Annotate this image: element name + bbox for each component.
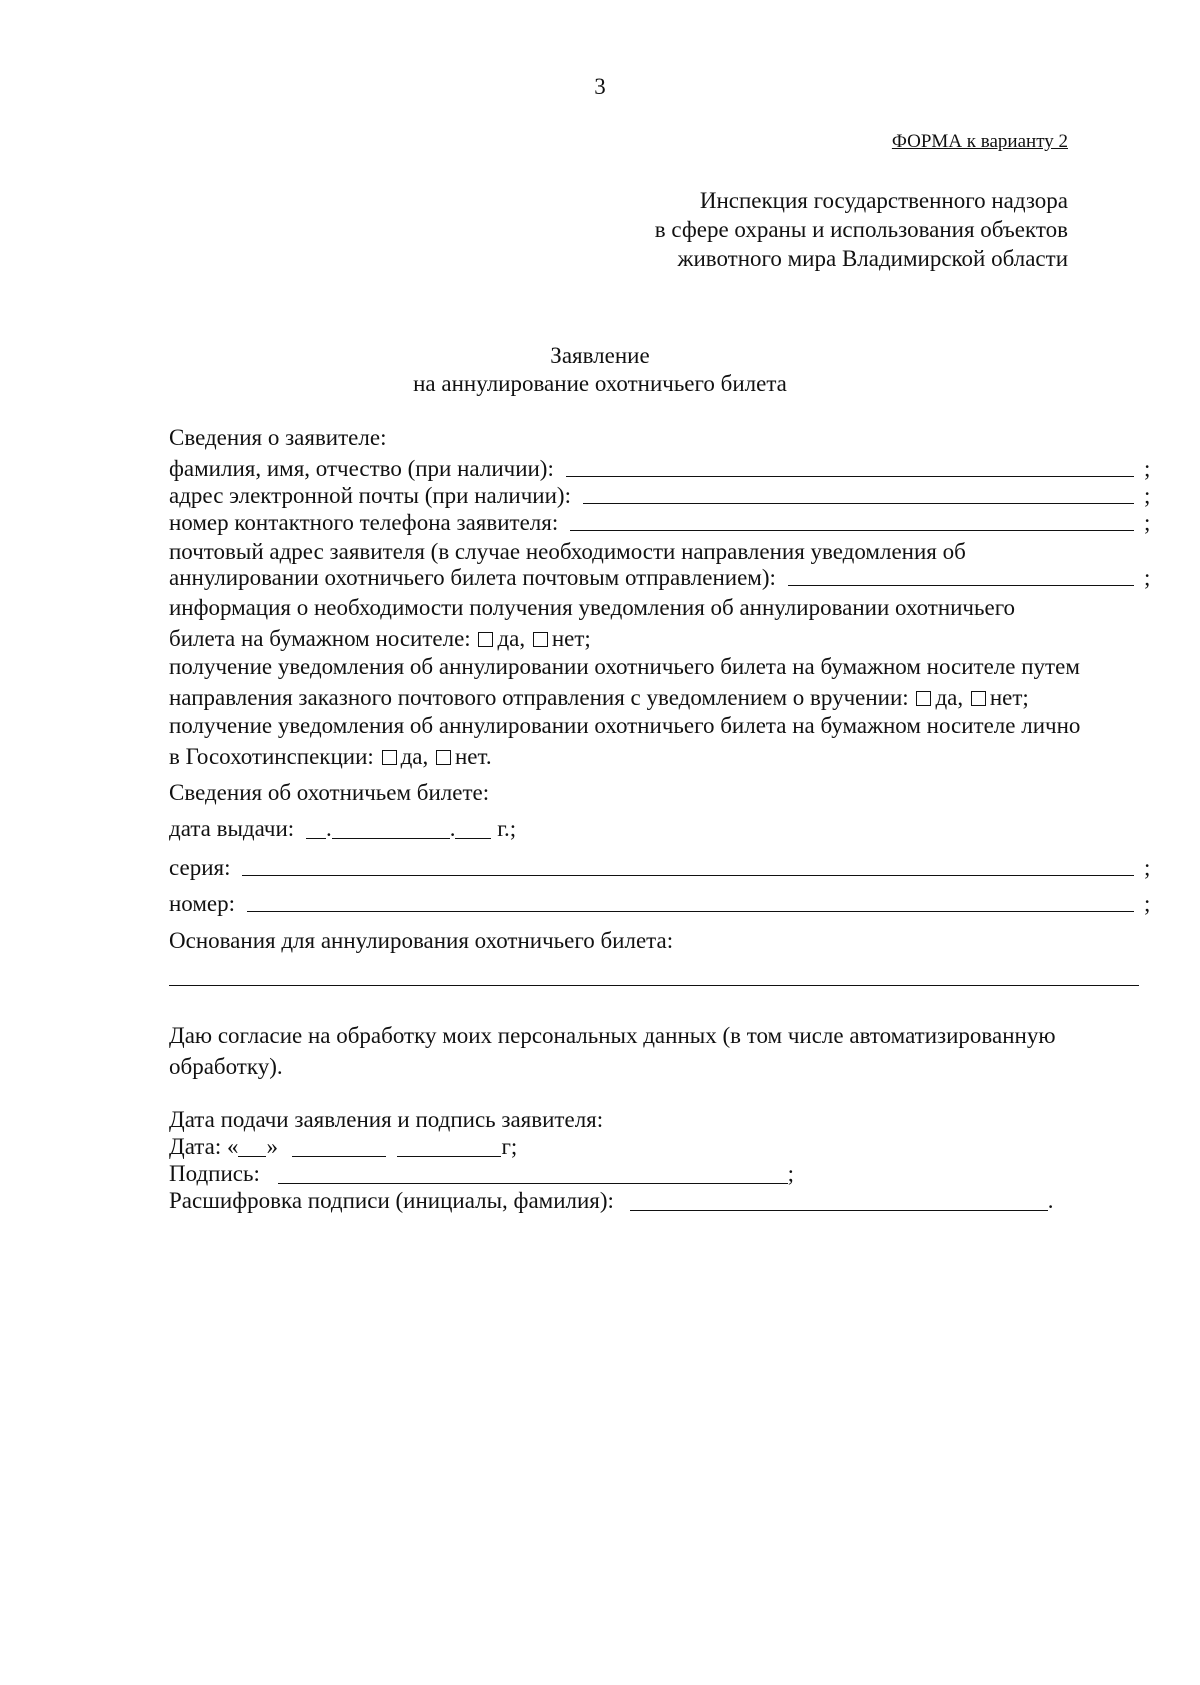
addressee-block [655, 186, 1068, 273]
mail-notice-no-checkbox[interactable] [971, 691, 986, 706]
postal-label-line-1: почтовый адрес заявителя (в случае необходимости направления уведомления об [169, 539, 966, 564]
submission-month-field[interactable] [292, 1136, 386, 1157]
signature-heading: Дата подачи заявления и подпись заявителя: [169, 1107, 604, 1132]
personal-notice-yes-label: да, [400, 744, 429, 769]
issue-date-label: дата выдачи: [169, 816, 295, 841]
personal-notice-no-label: нет. [454, 744, 492, 769]
postal-terminator: ; [1144, 565, 1151, 590]
mail-notice-no-label: нет; [989, 685, 1029, 710]
signature-field[interactable] [278, 1163, 788, 1184]
submission-date-label: Дата: « [169, 1134, 239, 1159]
phone-field[interactable] [570, 529, 1134, 531]
issue-date-dot-1: . [325, 816, 332, 841]
issue-date-dot-2: . [449, 816, 456, 841]
mail-notice-yes-checkbox[interactable] [916, 691, 931, 706]
signature-decode-row [169, 1188, 1139, 1214]
signature-decode-terminator: . [1047, 1188, 1054, 1213]
mail-notice-yes-label: да, [935, 685, 964, 710]
postal-address-field[interactable] [788, 584, 1134, 586]
paper-notice-yes-checkbox[interactable] [478, 632, 493, 647]
signature-terminator: ; [787, 1161, 794, 1186]
phone-row [169, 506, 1154, 536]
email-label: адрес электронной почты (при наличии): [169, 483, 571, 508]
mail-notice-line-2 [169, 682, 1144, 713]
fio-field[interactable] [566, 475, 1134, 477]
submission-date-close-quote: » [266, 1134, 278, 1159]
submission-date-row [169, 1134, 1139, 1160]
applicant-heading: Сведения о заявителе: [169, 425, 387, 450]
signature-decode-field[interactable] [630, 1190, 1048, 1211]
mail-notice-label: направления заказного почтового отправления с уведомлением о вручении: [169, 685, 909, 710]
phone-label: номер контактного телефона заявителя: [169, 510, 559, 535]
series-row [169, 851, 1154, 881]
personal-notice-label: в Госохотинспекции: [169, 744, 374, 769]
paper-notice-no-label: нет; [551, 626, 591, 651]
paper-notice-block [169, 592, 1144, 654]
document-title: Заявление [550, 343, 650, 368]
number-field[interactable] [247, 910, 1134, 912]
paper-notice-line-2 [169, 623, 1144, 654]
number-terminator: ; [1144, 891, 1151, 916]
issue-date-year-suffix: г.; [497, 816, 517, 841]
addressee-line-1: Инспекция государственного надзора [699, 188, 1068, 213]
signature-label: Подпись: [169, 1161, 260, 1186]
personal-notice-yes-checkbox[interactable] [382, 750, 397, 765]
series-label: серия: [169, 855, 231, 880]
addressee-line-3: животного мира Владимирской области [677, 246, 1068, 271]
form-reference: ФОРМА к варианту 2 [891, 131, 1068, 152]
phone-terminator: ; [1144, 510, 1151, 535]
personal-notice-line-2 [169, 741, 1144, 772]
email-terminator: ; [1144, 483, 1151, 508]
number-label: номер: [169, 891, 236, 916]
issue-year-field[interactable] [455, 818, 491, 839]
personal-notice-no-checkbox[interactable] [436, 750, 451, 765]
postal-row [169, 561, 1154, 591]
document-subtitle: на аннулирование охотничьего билета [413, 371, 787, 396]
signature-row [169, 1161, 1139, 1187]
consent-line-1: Даю согласие на обработку моих персональных данных (в том числе автоматизированную [169, 1023, 1056, 1048]
fio-row [169, 452, 1154, 482]
postal-label-line-2: аннулировании охотничьего билета почтовым отправлением): [169, 565, 776, 590]
submission-day-field[interactable] [238, 1136, 266, 1157]
email-field[interactable] [583, 502, 1134, 504]
issue-day-field[interactable] [306, 818, 326, 839]
grounds-label: Основания для аннулирования охотничьего билета: [169, 928, 674, 953]
paper-notice-no-checkbox[interactable] [533, 632, 548, 647]
email-row [169, 479, 1154, 509]
series-field[interactable] [242, 874, 1134, 876]
number-row [169, 887, 1154, 917]
personal-notice-block [169, 710, 1144, 772]
fio-label: фамилия, имя, отчество (при наличии): [169, 456, 554, 481]
consent-block [169, 1020, 1144, 1082]
paper-notice-label: билета на бумажном носителе: [169, 626, 471, 651]
paper-notice-line-1: информация о необходимости получения уведомления об аннулировании охотничьего [169, 595, 1016, 620]
issue-date-row [169, 816, 1139, 842]
grounds-field[interactable] [169, 985, 1139, 986]
personal-notice-line-1: получение уведомления об аннулировании охотничьего билета на бумажном носителе лично [169, 713, 1081, 738]
series-terminator: ; [1144, 855, 1151, 880]
ticket-heading: Сведения об охотничьем билете: [169, 780, 490, 805]
signature-decode-label: Расшифровка подписи (инициалы, фамилия): [169, 1188, 614, 1213]
submission-year-field[interactable] [397, 1136, 501, 1157]
paper-notice-yes-label: да, [497, 626, 526, 651]
submission-date-year-suffix: г; [501, 1134, 518, 1159]
fio-terminator: ; [1144, 456, 1151, 481]
consent-line-2: обработку). [169, 1054, 283, 1079]
mail-notice-block [169, 651, 1144, 713]
page-number: 3 [594, 74, 606, 99]
issue-month-field[interactable] [332, 818, 450, 839]
addressee-line-2: в сфере охраны и использования объектов [654, 217, 1068, 242]
mail-notice-line-1: получение уведомления об аннулировании охотничьего билета на бумажном носителе путем [169, 654, 1080, 679]
